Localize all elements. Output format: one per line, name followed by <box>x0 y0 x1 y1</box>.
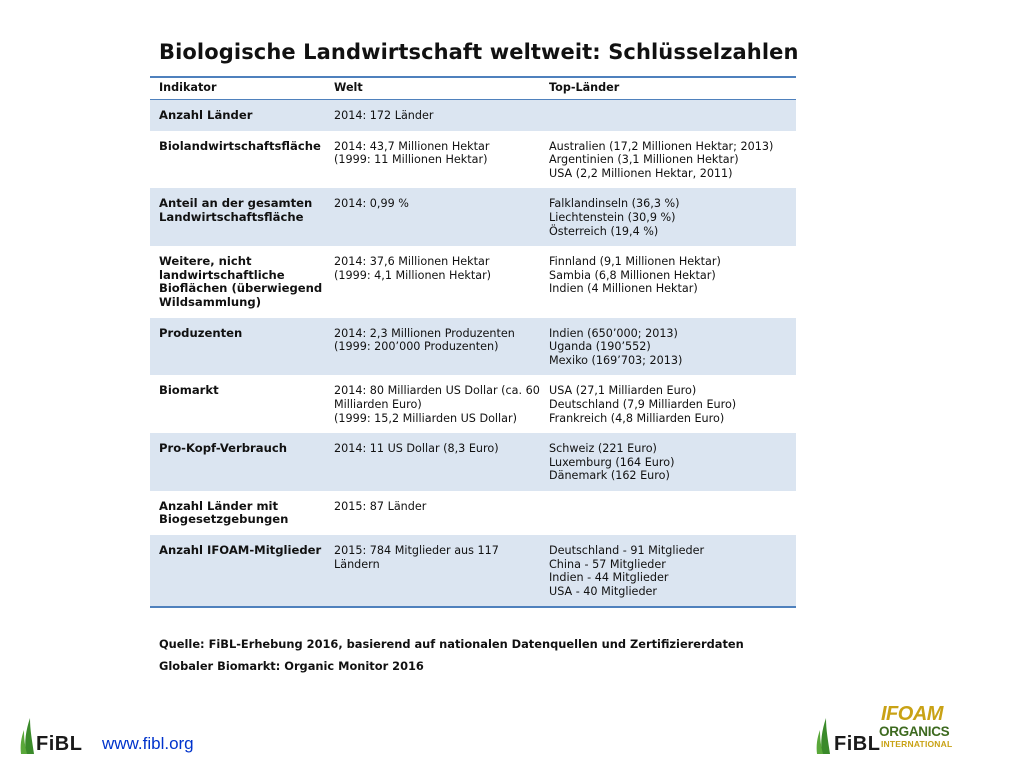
top-country-value: Indien (650’000; 2013) <box>549 326 678 340</box>
key-figures-table <box>150 76 796 608</box>
top-country-value: USA - 40 Mitglieder <box>549 584 658 598</box>
world-value: 2014: 37,6 Millionen Hektar <box>334 255 490 269</box>
top-country-value: Deutschland (7,9 Milliarden Euro) <box>549 397 737 411</box>
world-cell <box>325 491 540 535</box>
world-value: 2015: 87 Länder <box>334 499 427 513</box>
source-note <box>159 633 744 677</box>
top-country-value: Australien (17,2 Millionen Hektar; 2013) <box>549 139 774 153</box>
source-line-2: Globaler Biomarkt: Organic Monitor 2016 <box>159 659 424 673</box>
indicator-cell: Biomarkt <box>159 383 219 398</box>
world-value: (1999: 15,2 Milliarden US Dollar) <box>334 411 517 425</box>
top-country-value: Österreich (19,4 %) <box>549 224 659 238</box>
top-country-value: Luxemburg (164 Euro) <box>549 455 675 469</box>
top-country-value: Sambia (6,8 Millionen Hektar) <box>549 268 716 282</box>
table-header-row <box>150 77 796 100</box>
top-country-value: Argentinien (3,1 Millionen Hektar) <box>549 153 739 167</box>
top-country-value: Finnland (9,1 Millionen Hektar) <box>549 255 721 269</box>
top-country-value: Liechtenstein (30,9 %) <box>549 210 676 224</box>
world-cell <box>325 246 540 317</box>
world-value: 2014: 11 US Dollar (8,3 Euro) <box>334 442 499 456</box>
ifoam-logo-line2: ORGANICS <box>879 724 950 739</box>
website-link[interactable]: www.fibl.org <box>102 734 194 753</box>
table-row <box>150 491 796 535</box>
top-countries-cell <box>540 100 796 131</box>
top-country-value: USA (27,1 Milliarden Euro) <box>549 384 697 398</box>
source-line-1: Quelle: FiBL-Erhebung 2016, basierend auf nationalen Datenquellen und Zertifiziererdaten <box>159 637 744 651</box>
header-top-laender: Top-Länder <box>540 77 796 100</box>
top-countries-cell <box>540 491 796 535</box>
world-cell <box>325 188 540 246</box>
world-value: (1999: 11 Millionen Hektar) <box>334 153 488 167</box>
top-countries-cell <box>540 375 796 433</box>
world-value: 2014: 43,7 Millionen Hektar <box>334 139 490 153</box>
table-row <box>150 433 796 491</box>
indicator-cell: Biolandwirtschaftsfläche <box>159 138 321 153</box>
top-country-value: Schweiz (221 Euro) <box>549 442 657 456</box>
indicator-cell: Pro-Kopf-Verbrauch <box>150 433 325 491</box>
top-country-value: USA (2,2 Millionen Hektar, 2011) <box>549 166 733 180</box>
world-value: 2015: 784 Mitglieder aus 117 Ländern <box>334 544 499 571</box>
table-row <box>150 318 796 376</box>
world-cell <box>325 318 540 376</box>
indicator-cell: Anzahl IFOAM-Mitglieder <box>150 535 325 607</box>
table-row <box>150 100 796 131</box>
top-countries-cell <box>540 318 796 376</box>
top-countries-cell <box>540 188 796 246</box>
header-welt: Welt <box>325 77 540 100</box>
top-country-value: China - 57 Mitglieder <box>549 557 666 571</box>
table-row <box>150 131 796 189</box>
top-country-value: Deutschland - 91 Mitglieder <box>549 544 705 558</box>
header-indikator: Indikator <box>150 77 325 100</box>
world-value: 2014: 2,3 Millionen Produzenten <box>334 326 515 340</box>
top-countries-cell <box>540 433 796 491</box>
table-row <box>150 375 796 433</box>
world-cell <box>325 131 540 189</box>
indicator-cell: Weitere, nicht landwirtschaftliche Bioflächen (überwiegend Wildsammlung) <box>159 254 323 309</box>
slide-title: Biologische Landwirtschaft weltweit: Schlüsselzahlen <box>159 40 799 64</box>
top-country-value: Indien (4 Millionen Hektar) <box>549 282 698 296</box>
world-cell <box>325 433 540 491</box>
ifoam-logo-line3: INTERNATIONAL <box>881 739 953 749</box>
world-cell <box>325 535 540 607</box>
top-country-value: Uganda (190’552) <box>549 340 651 354</box>
top-country-value: Frankreich (4,8 Milliarden Euro) <box>549 411 725 425</box>
top-country-value: Mexiko (169’703; 2013) <box>549 353 683 367</box>
world-value: 2014: 0,99 % <box>334 197 409 211</box>
top-countries-cell <box>540 535 796 607</box>
world-value: (1999: 200’000 Produzenten) <box>334 340 499 354</box>
world-value: 2014: 172 Länder <box>334 109 434 122</box>
top-countries-cell <box>540 131 796 189</box>
top-countries-cell <box>540 246 796 317</box>
ifoam-logo-line1: IFOAM <box>881 703 943 725</box>
top-country-value: Indien - 44 Mitglieder <box>549 571 669 585</box>
ifoam-logo <box>879 703 963 753</box>
table-row <box>150 535 796 607</box>
indicator-cell: Anteil an der gesamten Landwirtschaftsfläche <box>150 188 325 246</box>
top-country-value: Falklandinseln (36,3 %) <box>549 197 680 211</box>
top-country-value: Dänemark (162 Euro) <box>549 469 670 483</box>
world-value: (1999: 4,1 Millionen Hektar) <box>334 268 492 282</box>
fibl-logo-text-left: FiBL <box>36 733 83 755</box>
world-cell <box>325 100 540 131</box>
indicator-cell: Anzahl Länder <box>150 100 325 131</box>
table-row <box>150 246 796 317</box>
fibl-logo-text-right: FiBL <box>834 733 881 755</box>
world-cell <box>325 375 540 433</box>
indicator-cell: Anzahl Länder mit Biogesetzgebungen <box>159 498 289 527</box>
world-value: 2014: 80 Milliarden US Dollar (ca. 60 Milliarden Euro) <box>334 384 540 411</box>
table-row <box>150 188 796 246</box>
indicator-cell: Produzenten <box>150 318 325 376</box>
